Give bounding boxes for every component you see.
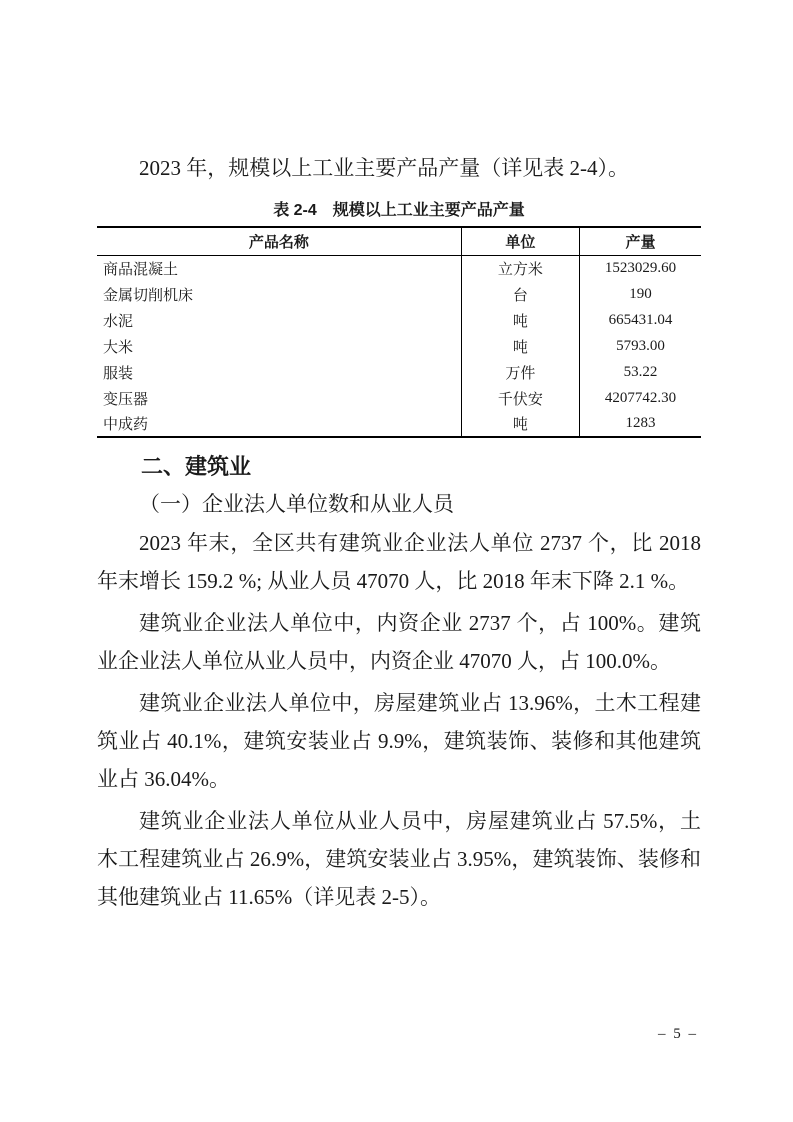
- products-table: [97, 226, 701, 438]
- body-paragraph: 建筑业企业法人单位从业人员中，房屋建筑业占 57.5%，土木工程建筑业占 26.9%，建筑安装业占 3.95%，建筑装饰、装修和其他建筑业占 11.65%（详见表 2-5）。: [97, 809, 701, 909]
- product-name-cell: 大米: [97, 333, 461, 359]
- unit-cell: 立方米: [461, 255, 579, 281]
- table-row: [97, 307, 701, 333]
- unit-cell: 吨: [461, 333, 579, 359]
- header-output: 产量: [580, 227, 701, 255]
- value-cell: 1283: [625, 415, 656, 431]
- body-paragraph: 建筑业企业法人单位中，内资企业 2737 个，占 100%。建筑业企业法人单位从业人员中，内资企业 47070 人，占 100.0%。: [97, 611, 701, 673]
- value-cell: 53.22: [623, 363, 658, 380]
- section-heading: 二、建筑业: [141, 454, 252, 479]
- table-title: 表 2-4 规模以上工业主要产品产量: [273, 202, 525, 219]
- product-name-cell: 变压器: [97, 385, 461, 411]
- product-name-cell: 商品混凝土: [97, 255, 461, 281]
- product-name-cell: 中成药: [97, 411, 461, 437]
- subsection-heading: （一）企业法人单位数和从业人员: [139, 492, 454, 516]
- value-cell: 4207742.30: [604, 389, 677, 406]
- table-row: [97, 255, 701, 281]
- unit-cell: 吨: [461, 411, 579, 437]
- product-name-cell: 服装: [97, 359, 461, 385]
- product-name-cell: 水泥: [97, 307, 461, 333]
- value-cell: 665431.04: [608, 311, 673, 328]
- table-row: [97, 359, 701, 385]
- header-product-name: 产品名称: [97, 227, 461, 255]
- table-row: [97, 281, 701, 307]
- product-name-cell: 金属切削机床: [97, 281, 461, 307]
- unit-cell: 千伏安: [461, 385, 579, 411]
- value-cell: 1523029.60: [604, 259, 677, 276]
- unit-cell: 万件: [461, 359, 579, 385]
- table-row: [97, 333, 701, 359]
- page-number: – 5 –: [658, 1026, 698, 1042]
- intro-paragraph: 2023 年，规模以上工业主要产品产量（详见表 2-4）。: [139, 156, 629, 180]
- header-unit: 单位: [461, 227, 579, 255]
- table-header-row: [97, 227, 701, 255]
- body-paragraph: 建筑业企业法人单位中，房屋建筑业占 13.96%，土木工程建筑业占 40.1%，建筑安装业占 9.9%，建筑装饰、装修和其他建筑业占 36.04%。: [97, 691, 701, 791]
- value-cell: 5793.00: [616, 337, 665, 354]
- value-cell: 190: [629, 285, 652, 302]
- table-row: [97, 411, 701, 437]
- body-paragraph: 2023 年末，全区共有建筑业企业法人单位 2737 个，比 2018 年末增长 159.2 %; 从业人员 47070 人，比 2018 年末下降 2.1 %。: [97, 531, 701, 593]
- table-row: [97, 385, 701, 411]
- page-content: [97, 0, 701, 916]
- unit-cell: 吨: [461, 307, 579, 333]
- unit-cell: 台: [461, 281, 579, 307]
